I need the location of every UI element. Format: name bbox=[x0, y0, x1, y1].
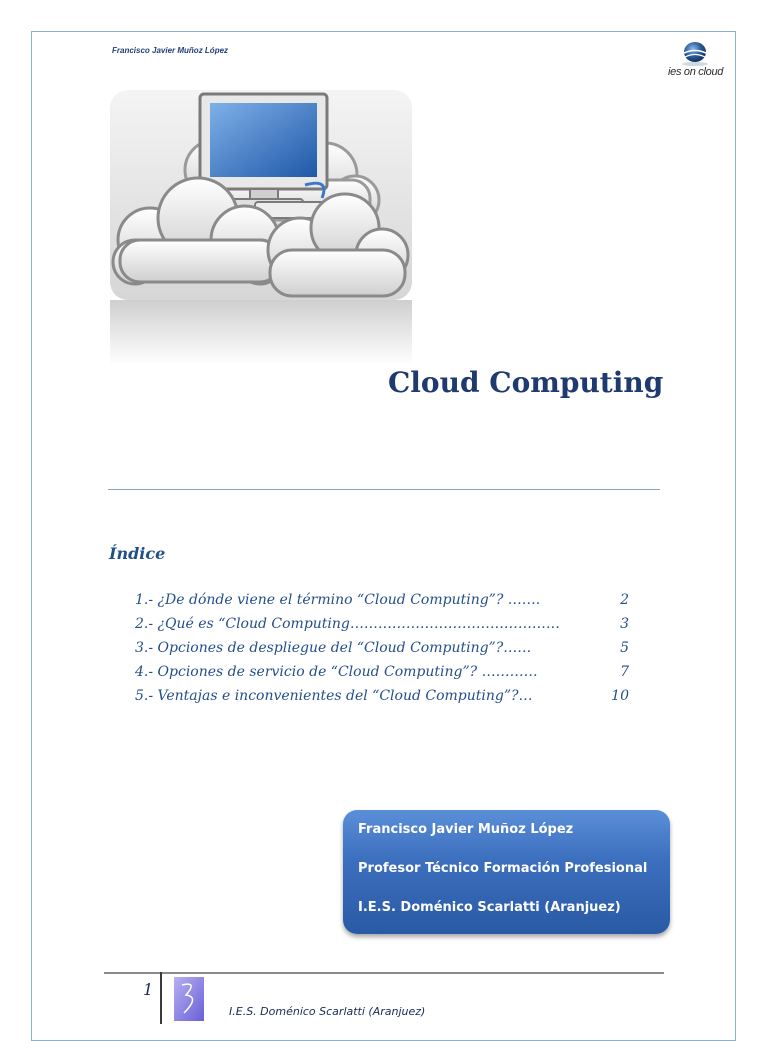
index-heading: Índice bbox=[109, 544, 166, 563]
toc-entry-page: 10 bbox=[611, 688, 629, 704]
school-logo-icon bbox=[174, 977, 204, 1021]
page-number: 1 bbox=[143, 980, 154, 999]
title-divider bbox=[108, 489, 660, 490]
header-author: Francisco Javier Muñoz López bbox=[112, 46, 229, 55]
ies-on-cloud-logo bbox=[664, 40, 734, 82]
toc-entry-page: 3 bbox=[620, 616, 629, 632]
toc-entry-page: 7 bbox=[620, 664, 629, 680]
toc-entry[interactable] bbox=[135, 588, 635, 612]
footer-vertical-divider bbox=[160, 972, 162, 1024]
document-title: Cloud Computing bbox=[388, 366, 664, 399]
toc-entry[interactable] bbox=[135, 684, 635, 708]
table-of-contents bbox=[135, 588, 635, 708]
toc-entry-text: 5.- Ventajas e inconvenientes del “Cloud Computing”?… bbox=[135, 688, 533, 704]
toc-entry-text: 2.- ¿Qué es “Cloud Computing……………………………………… bbox=[135, 616, 560, 632]
cloud-computer-illustration bbox=[110, 90, 412, 365]
author-name: Francisco Javier Muñoz López bbox=[358, 822, 574, 837]
footer-institution: I.E.S. Doménico Scarlatti (Aranjuez) bbox=[229, 1005, 426, 1018]
logo-text: ies on cloud bbox=[668, 66, 724, 78]
toc-entry-text: 3.- Opciones de despliegue del “Cloud Computing”?…… bbox=[135, 640, 532, 656]
toc-entry[interactable] bbox=[135, 660, 635, 684]
toc-entry-page: 2 bbox=[620, 592, 629, 608]
toc-entry[interactable] bbox=[135, 636, 635, 660]
toc-entry-text: 4.- Opciones de servicio de “Cloud Computing”? ………… bbox=[135, 664, 538, 680]
footer-divider bbox=[104, 972, 664, 974]
toc-entry-page: 5 bbox=[620, 640, 629, 656]
toc-entry-text: 1.- ¿De dónde viene el término “Cloud Computing”? ……. bbox=[135, 592, 541, 608]
toc-entry[interactable] bbox=[135, 612, 635, 636]
author-institution: I.E.S. Doménico Scarlatti (Aranjuez) bbox=[358, 900, 621, 915]
author-info-box bbox=[343, 810, 670, 934]
author-role: Profesor Técnico Formación Profesional bbox=[358, 861, 648, 876]
